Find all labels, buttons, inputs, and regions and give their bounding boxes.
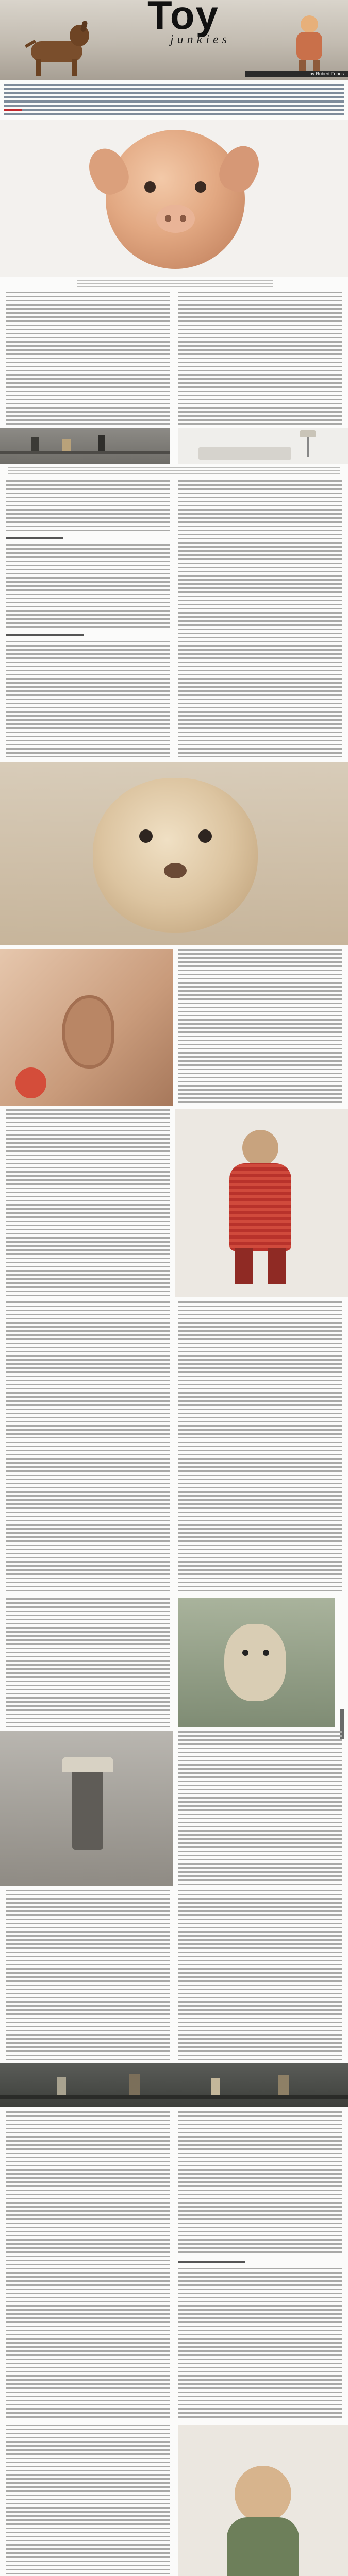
body-text-block bbox=[178, 1731, 342, 1886]
body-text-block bbox=[178, 292, 342, 425]
body-text-block bbox=[178, 480, 342, 757]
article-photo bbox=[178, 1598, 335, 1727]
section-heading bbox=[178, 2261, 245, 2263]
body-text-block bbox=[6, 292, 170, 425]
body-text-block bbox=[6, 1890, 170, 2060]
body-text-block bbox=[178, 2268, 342, 2420]
article-photo bbox=[0, 428, 170, 464]
body-text-block bbox=[6, 2111, 170, 2420]
body-text-block bbox=[178, 949, 342, 1106]
article-photo bbox=[178, 2425, 348, 2576]
section-heading bbox=[6, 634, 84, 636]
article-photo bbox=[0, 1731, 173, 1886]
body-text-block bbox=[6, 1301, 170, 1438]
body-text-block bbox=[6, 1109, 170, 1297]
body-text-block bbox=[178, 2111, 342, 2256]
section-heading bbox=[6, 537, 63, 539]
toy-figure bbox=[291, 15, 327, 72]
photo-caption bbox=[8, 467, 340, 474]
dog-figurine bbox=[21, 21, 98, 77]
body-text-block bbox=[178, 1442, 342, 1594]
article-photo bbox=[0, 120, 348, 277]
article-photo bbox=[0, 762, 348, 945]
article-photo bbox=[178, 428, 348, 464]
article-photo bbox=[0, 2063, 348, 2107]
body-text-block bbox=[6, 1598, 170, 1727]
body-text-block bbox=[6, 641, 170, 757]
article-photo bbox=[175, 1109, 348, 1297]
article-subtitle: junkies bbox=[170, 33, 230, 46]
byline: by Robert Fones bbox=[245, 71, 348, 77]
body-text-block bbox=[6, 480, 170, 532]
body-text-block bbox=[178, 1301, 342, 1438]
body-text-block bbox=[6, 2425, 170, 2576]
highlighted-word bbox=[4, 109, 22, 111]
photo-caption bbox=[77, 280, 273, 287]
article-title: Toy bbox=[147, 0, 219, 38]
body-text-block bbox=[6, 544, 170, 629]
body-text-block bbox=[6, 1442, 170, 1594]
article-photo bbox=[0, 949, 173, 1106]
intro-paragraph bbox=[4, 84, 344, 117]
body-text-block bbox=[178, 1890, 342, 2060]
